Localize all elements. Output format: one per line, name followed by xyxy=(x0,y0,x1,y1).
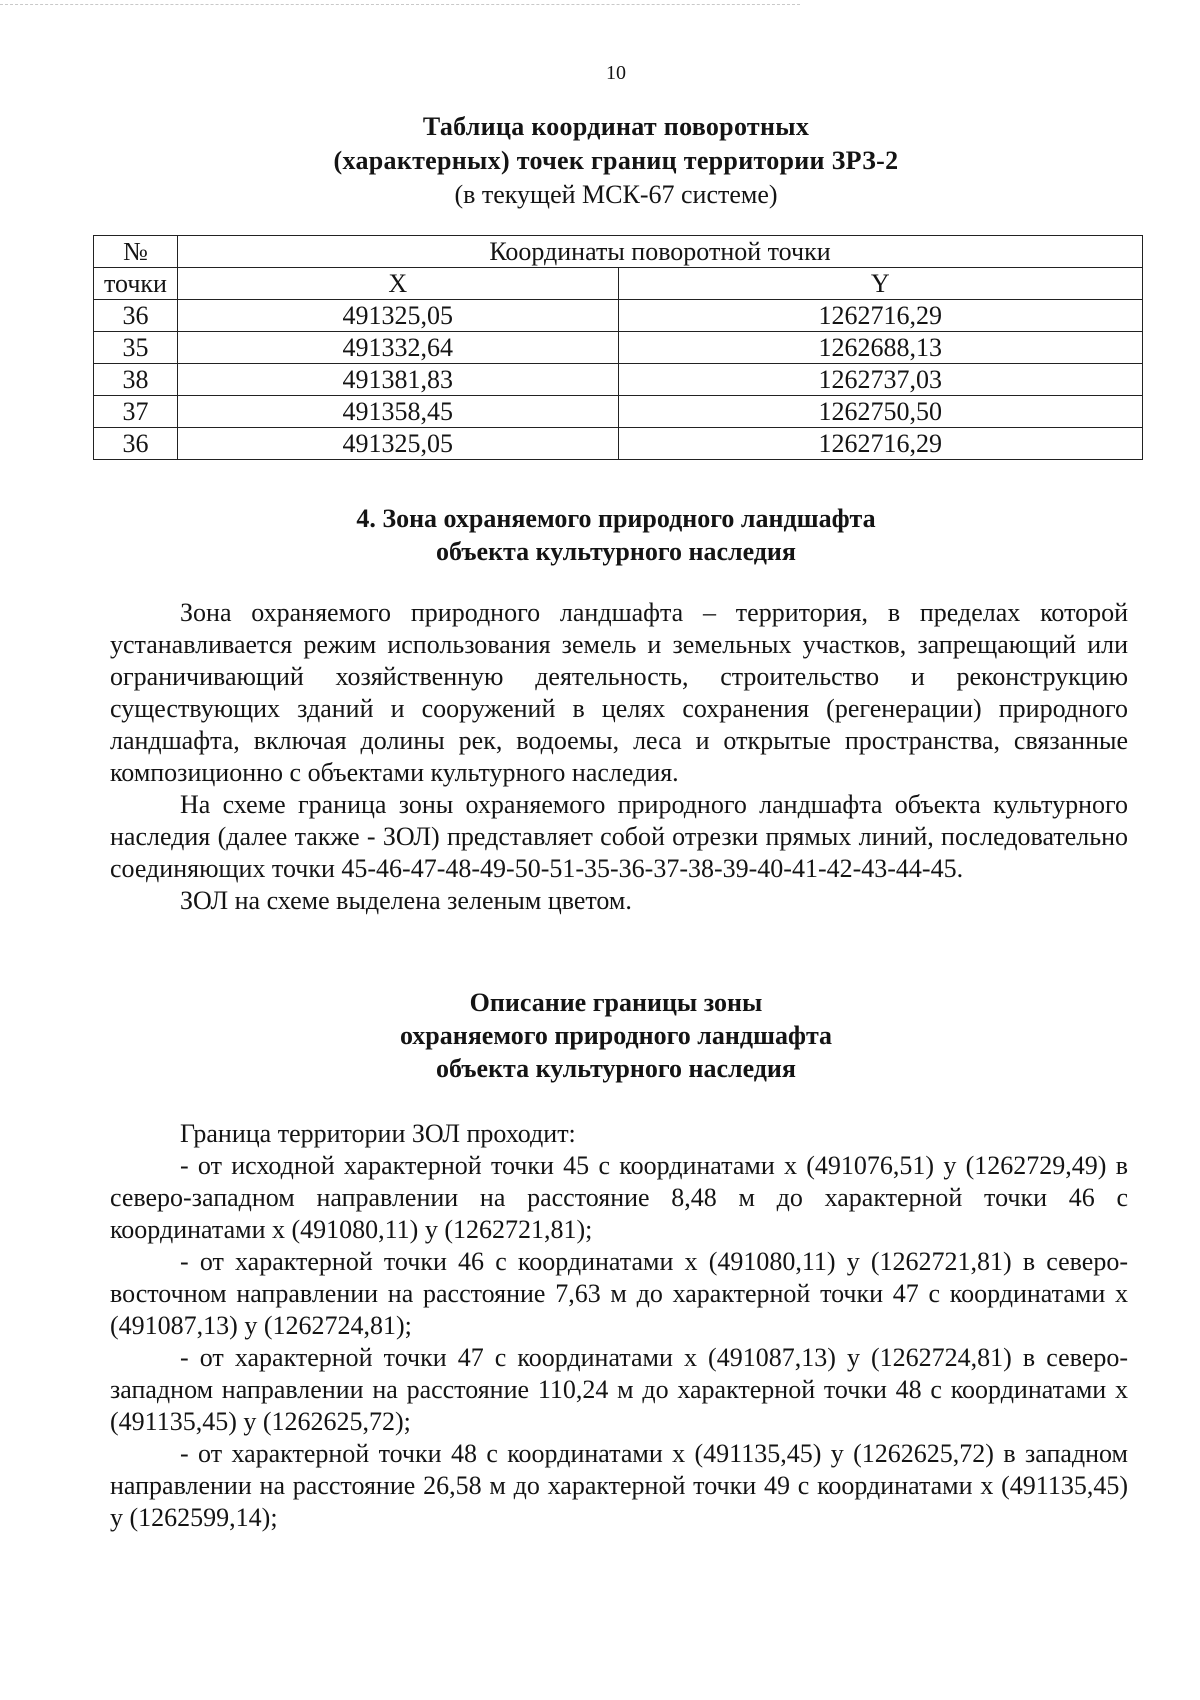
boundary-item: - от исходной характерной точки 45 с координатами х (491076,51) у (1262729,49) в северо-западном направлении на расстояние 8,48 м до характерной точки 46 с координатами х (491080,11) у (1262721,81); xyxy=(110,1151,1128,1244)
cell-y: 1262737,03 xyxy=(618,364,1142,396)
boundary-heading-line-1: Описание границы зоны xyxy=(469,988,763,1017)
page-number: 10 xyxy=(606,62,626,84)
cell-x: 491332,64 xyxy=(177,332,618,364)
table-row xyxy=(94,332,1143,364)
cell-point: 38 xyxy=(94,364,178,396)
boundary-intro: Граница территории ЗОЛ проходит: xyxy=(180,1119,576,1148)
cell-point: 37 xyxy=(94,396,178,428)
boundary-item: - от характерной точки 48 с координатами х (491135,45) у (1262625,72) в западном направлении на расстояние 26,58 м до характерной точки 49 с координатами х (491135,45) у (1262599,14); xyxy=(110,1439,1128,1532)
coord-table-title-line-1: Таблица координат поворотных xyxy=(422,112,810,141)
header-y: Y xyxy=(618,268,1142,300)
table-row xyxy=(94,396,1143,428)
scan-artifact-line xyxy=(0,4,800,5)
coordinates-table xyxy=(93,235,1143,460)
cell-x: 491358,45 xyxy=(177,396,618,428)
cell-point: 36 xyxy=(94,300,178,332)
cell-y: 1262688,13 xyxy=(618,332,1142,364)
section-4-heading-line-2: объекта культурного наследия xyxy=(436,537,796,566)
paragraph: Зона охраняемого природного ландшафта – территория, в пределах которой устанавливается режим использования земель и земельных участков, запрещающий или ограничивающий хозяйственную деятельность, строительство и реконструкцию существующих зданий и сооружений в целях сохранения (регенерации) природного ландшафта, включая долины рек, водоемы, леса и открытые пространства, связанные композиционно с объектами культурного наследия. xyxy=(110,598,1128,787)
coord-table-title-line-2: (характерных) точек границ территории ЗРЗ-2 xyxy=(333,146,899,175)
cell-point: 36 xyxy=(94,428,178,460)
cell-x: 491325,05 xyxy=(177,300,618,332)
table-row xyxy=(94,364,1143,396)
boundary-item: - от характерной точки 46 с координатами х (491080,11) у (1262721,81) в северо-восточном направлении на расстояние 7,63 м до характерной точки 47 с координатами х (491087,13) у (1262724,81); xyxy=(110,1247,1128,1340)
boundary-item: - от характерной точки 47 с координатами х (491087,13) у (1262724,81) в северо-западном направлении на расстояние 110,24 м до характерной точки 48 с координатами х (491135,45) у (1262625,72); xyxy=(110,1343,1128,1436)
paragraph: ЗОЛ на схеме выделена зеленым цветом. xyxy=(180,886,632,915)
coord-table-subtitle: (в текущей МСК-67 системе) xyxy=(454,180,778,209)
section-4-body xyxy=(110,597,1128,917)
table-header-row xyxy=(94,236,1143,268)
coord-table-title xyxy=(0,110,1200,212)
cell-x: 491381,83 xyxy=(177,364,618,396)
cell-point: 35 xyxy=(94,332,178,364)
section-4-heading xyxy=(0,502,1200,568)
header-num-top: № xyxy=(94,236,178,268)
cell-x: 491325,05 xyxy=(177,428,618,460)
table-row xyxy=(94,300,1143,332)
cell-y: 1262716,29 xyxy=(618,300,1142,332)
header-x: X xyxy=(177,268,618,300)
boundary-heading-line-2: охраняемого природного ландшафта xyxy=(399,1021,833,1050)
cell-y: 1262716,29 xyxy=(618,428,1142,460)
table-row xyxy=(94,428,1143,460)
boundary-body xyxy=(110,1118,1128,1534)
boundary-heading xyxy=(0,986,1200,1085)
cell-y: 1262750,50 xyxy=(618,396,1142,428)
header-coords: Координаты поворотной точки xyxy=(177,236,1142,268)
table-header-row xyxy=(94,268,1143,300)
header-num-bottom: точки xyxy=(94,268,178,300)
section-4-heading-line-1: 4. Зона охраняемого природного ландшафта xyxy=(356,504,876,533)
boundary-heading-line-3: объекта культурного наследия xyxy=(436,1054,796,1083)
paragraph: На схеме граница зоны охраняемого природного ландшафта объекта культурного наследия (далее также - ЗОЛ) представляет собой отрезки прямых линий, последовательно соединяющих точки 45-46-47-48-49-50-51-35-36-37-38-39-40-41-42-43-44-45. xyxy=(110,790,1128,883)
